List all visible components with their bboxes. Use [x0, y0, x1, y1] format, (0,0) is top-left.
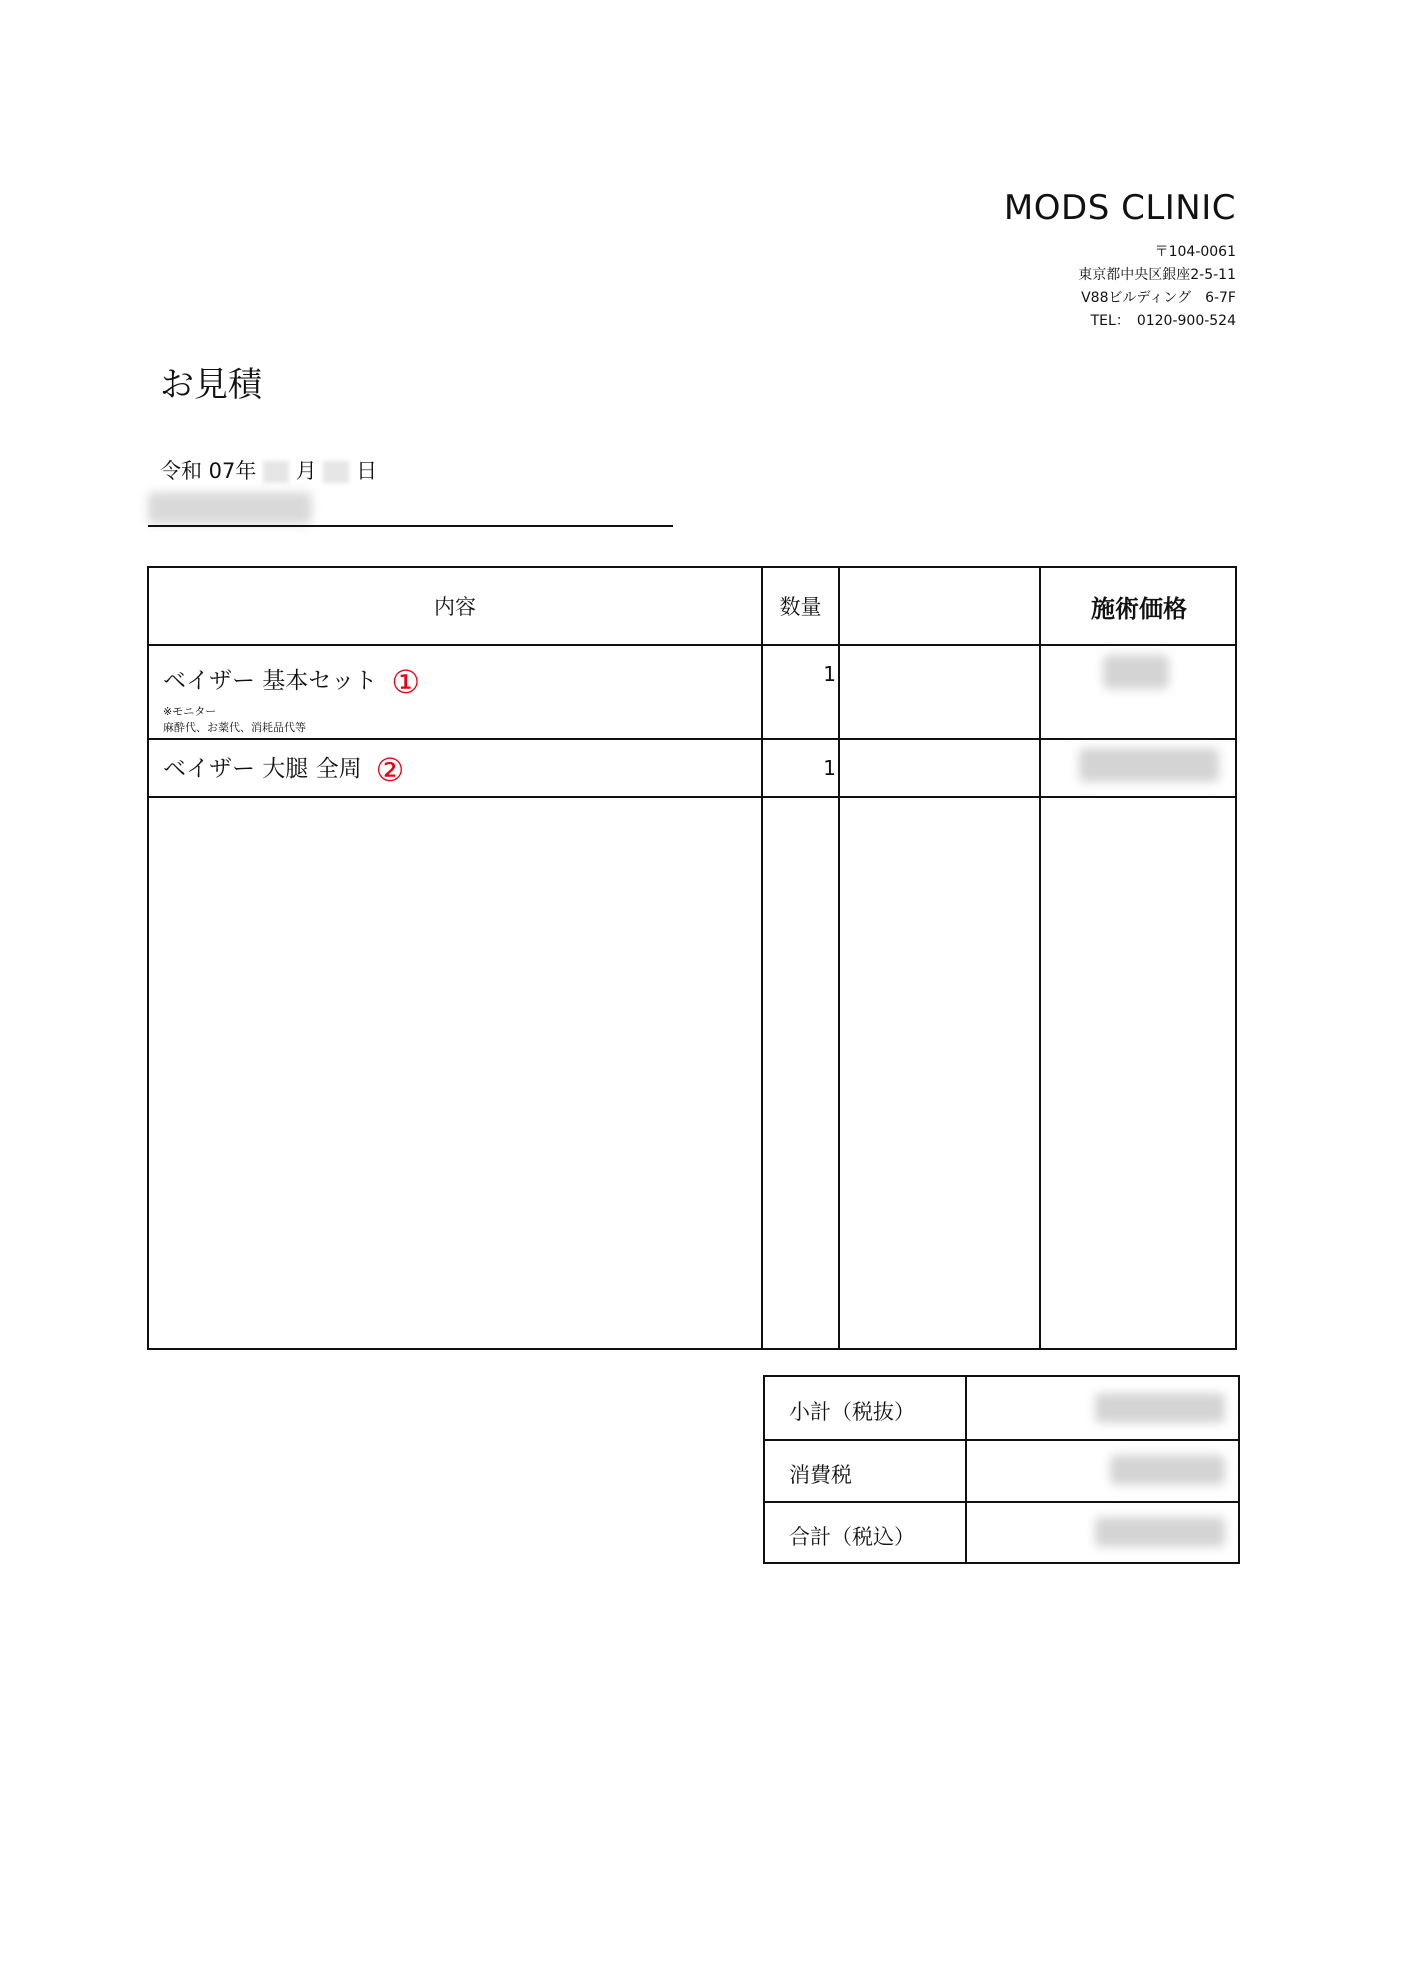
document-title: お見積	[160, 365, 262, 405]
subtotal-value-redacted	[1095, 1393, 1225, 1423]
column-divider	[1039, 568, 1041, 1348]
redacted-recipient	[148, 492, 312, 524]
date-month-suffix: 月	[295, 459, 317, 483]
item-1-quantity: 1	[823, 662, 836, 686]
clinic-tel: TEL： 0120-900-524	[1090, 313, 1236, 329]
row-divider	[149, 738, 1235, 740]
item-1-marker: ①	[391, 662, 420, 701]
redacted-month	[263, 461, 289, 483]
issue-date	[160, 455, 377, 485]
date-era-year: 令和 07年	[160, 459, 257, 483]
header-content: 内容	[434, 595, 476, 619]
clinic-postal: 〒104-0061	[1154, 244, 1236, 260]
tax-label: 消費税	[789, 1463, 852, 1487]
header-price: 施術価格	[1091, 594, 1187, 623]
summary-column-divider	[965, 1377, 967, 1562]
header-blank	[840, 568, 1039, 644]
estimate-table	[147, 566, 1237, 1350]
item-2-quantity: 1	[823, 756, 836, 780]
table-row-item-1	[163, 662, 420, 701]
subtotal-label: 小計（税抜）	[789, 1400, 915, 1424]
recipient-underline	[148, 525, 673, 527]
clinic-address-1: 東京都中央区銀座2-5-11	[1078, 267, 1236, 283]
item-1-name: ベイザー 基本セット	[163, 668, 378, 694]
item-1-note-line-1: ※モニター	[163, 705, 217, 718]
date-day-suffix: 日	[356, 459, 378, 483]
summary-row-divider	[765, 1439, 1238, 1441]
header-quantity: 数量	[779, 595, 822, 619]
clinic-name: MODS CLINIC	[1003, 188, 1236, 228]
item-1-price-redacted	[1103, 655, 1169, 689]
clinic-address-2: V88ビルディング 6-7F	[1081, 290, 1236, 306]
tax-value-redacted	[1110, 1455, 1225, 1485]
item-1-note-line-2: 麻酔代、お薬代、消耗品代等	[163, 721, 306, 734]
redacted-day	[323, 461, 349, 483]
item-2-price-redacted	[1079, 748, 1219, 782]
item-2-name: ベイザー 大腿 全周	[163, 756, 362, 782]
table-row-item-2	[163, 750, 404, 789]
total-label: 合計（税込）	[789, 1525, 915, 1549]
header-divider	[149, 644, 1235, 646]
total-value-redacted	[1095, 1517, 1225, 1547]
item-1-note	[163, 704, 306, 736]
summary-row-divider	[765, 1501, 1238, 1503]
item-2-marker: ②	[375, 750, 405, 789]
row-divider	[149, 796, 1235, 798]
column-divider	[838, 568, 840, 1348]
summary-table	[763, 1375, 1240, 1564]
